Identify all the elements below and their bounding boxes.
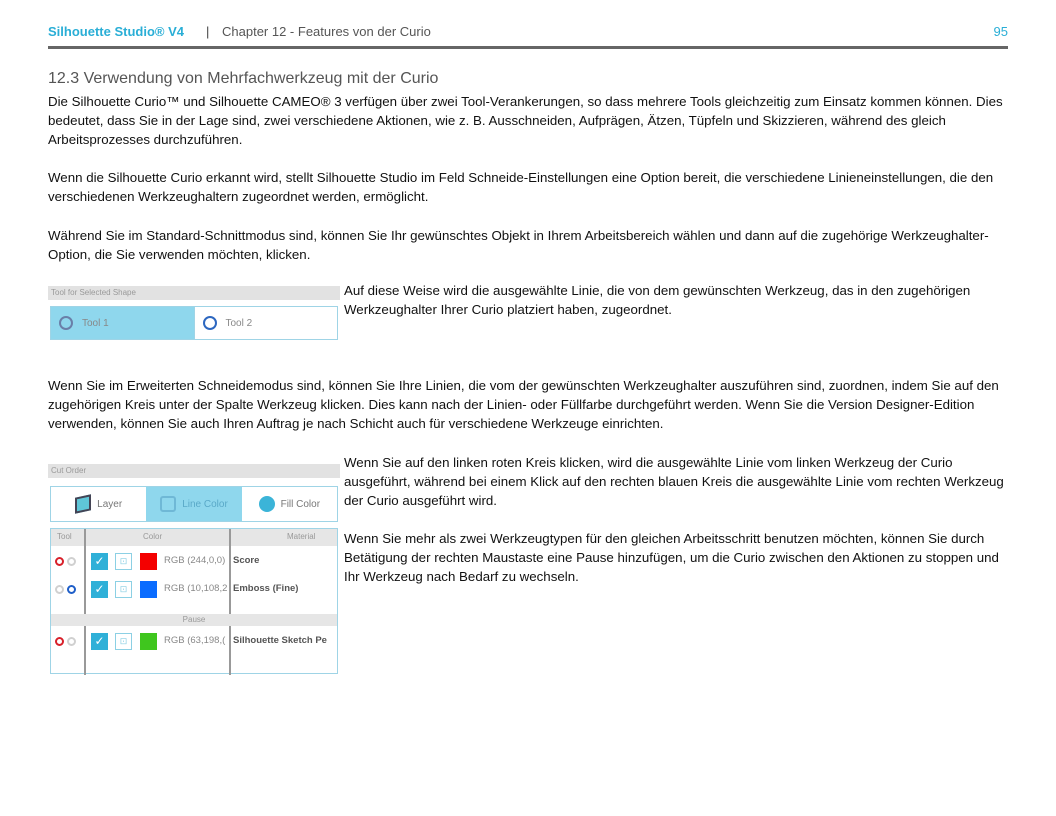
lock-icon[interactable]: ⊡	[115, 553, 132, 570]
tab-fill-color[interactable]	[242, 487, 337, 521]
tool-1-button[interactable]	[51, 307, 195, 339]
header-rule	[48, 46, 1008, 49]
right-tool-circle-icon[interactable]	[67, 637, 76, 646]
paragraph-6: Wenn Sie auf den linken roten Kreis klicken, wird die ausgewählte Linie vom linken Werkzeug der Curio ausgeführt, während bei einem Klick auf den rechten blauen Kreis die ausgewählte Linie vom rechten Werkzeug der Curio ausgeführt wird.	[344, 455, 1004, 508]
tool-2-button[interactable]	[195, 307, 338, 339]
paragraph-7: Wenn Sie mehr als zwei Werkzeugtypen für den gleichen Arbeitsschritt benutzen möchten, können Sie durch Betätigung der rechten Maustaste eine Pause hinzufügen, um die Curio zwischen den Aktionen zu stoppen und Ihr Werkzeug nach Bedarf zu wechseln.	[344, 531, 999, 584]
column-material: Material	[287, 532, 316, 541]
rgb-value: RGB (10,108,2	[164, 583, 228, 594]
left-tool-circle-icon[interactable]	[55, 637, 64, 646]
column-tool: Tool	[57, 532, 72, 541]
line-color-icon	[160, 496, 176, 512]
circle-icon	[59, 316, 73, 330]
tab-line-color[interactable]	[146, 487, 241, 521]
fill-color-icon	[259, 496, 275, 512]
table-row[interactable]	[51, 579, 337, 601]
section-title: 12.3 Verwendung von Mehrfachwerkzeug mit der Curio	[48, 70, 439, 87]
tool-label: Tool 1	[82, 317, 109, 329]
header-separator: |	[206, 24, 210, 39]
cut-order-panel	[48, 464, 340, 676]
paragraph-2: Wenn die Silhouette Curio erkannt wird, stellt Silhouette Studio im Feld Schneide-Einstellungen eine Option bereit, die verschiedene Linieneinstellungen, die den verschiedenen Werkzeughaltern zugeordnet werden, ermöglicht.	[48, 170, 994, 204]
material-value[interactable]: Emboss (Fine)	[233, 583, 299, 594]
panel-heading: Tool for Selected Shape	[48, 286, 340, 300]
color-swatch	[140, 581, 157, 598]
lock-icon[interactable]: ⊡	[115, 581, 132, 598]
color-swatch	[140, 553, 157, 570]
column-color: Color	[143, 532, 163, 541]
page-header	[48, 24, 1008, 46]
material-value[interactable]: Score	[233, 555, 260, 566]
paragraph-5: Wenn Sie im Erweiterten Schneidemodus sind, können Sie Ihre Linien, die vom der gewünschten Werkzeughalter auszuführen sind, zuordnen, indem Sie auf den zugehörigen Kreis unter der Spalte Werkzeug klicken. Dies kann nach der Linien- oder Füllfarbe durchgeführt werden. Wenn Sie die Version Designer-Edition verwenden, können Sie auch Ihren Auftrag je nach Schicht auch für verschiedene Werkzeuge einrichten.	[48, 378, 999, 431]
checkbox[interactable]: ✓	[91, 553, 108, 570]
tool-label: Tool 2	[225, 317, 253, 329]
right-tool-circle-icon[interactable]	[67, 557, 76, 566]
pause-row[interactable]: Pause	[51, 614, 337, 626]
paragraph-1: Die Silhouette Curio™ und Silhouette CAMEO® 3 verfügen über zwei Tool-Verankerungen, so dass mehrere Tools gleichzeitig zum Einsatz kommen können. Dies bedeutet, dass Sie in der Lage sind, zwei verschiedene Aktionen, wie z. B. Ausschneiden, Aufprägen, Ätzen, Tüpfeln und Skizzieren, während des gleich Arbeitsprozesses durchzuführen.	[48, 94, 1003, 147]
chapter-title: Chapter 12 - Features von der Curio	[222, 24, 431, 39]
layer-icon	[75, 494, 91, 513]
paragraph-3: Während Sie im Standard-Schnittmodus sind, können Sie Ihr gewünschtes Objekt in Ihrem Arbeitsbereich wählen und dann auf die zugehörige Werkzeughalter-Option, die Sie verwenden möchten, klicken.	[48, 228, 989, 262]
table-row[interactable]	[51, 551, 337, 573]
rgb-value: RGB (63,198,(	[164, 635, 226, 646]
panel-heading: Cut Order	[48, 464, 340, 478]
material-value[interactable]: Silhouette Sketch Pe	[233, 635, 327, 646]
table-header	[51, 529, 337, 546]
rgb-value: RGB (244,0,0)	[164, 555, 226, 566]
circle-icon	[203, 316, 217, 330]
table-row[interactable]	[51, 631, 337, 653]
right-tool-circle-icon[interactable]	[67, 585, 76, 594]
lock-icon[interactable]: ⊡	[115, 633, 132, 650]
tab-label: Fill Color	[280, 498, 321, 510]
page-number: 95	[993, 24, 1008, 39]
tab-layer[interactable]	[51, 487, 146, 521]
brand-title: Silhouette Studio® V4	[48, 24, 184, 39]
checkbox[interactable]: ✓	[91, 633, 108, 650]
checkbox[interactable]: ✓	[91, 581, 108, 598]
tab-label: Layer	[97, 498, 123, 510]
tab-label: Line Color	[182, 498, 228, 510]
left-tool-circle-icon[interactable]	[55, 557, 64, 566]
left-tool-circle-icon[interactable]	[55, 585, 64, 594]
paragraph-4: Auf diese Weise wird die ausgewählte Linie, die von dem gewünschten Werkzeug, das in den zugehörigen Werkzeughalter Ihrer Curio platziert haben, zugeordnet.	[344, 283, 971, 317]
color-swatch	[140, 633, 157, 650]
tool-for-selected-shape-panel	[48, 286, 340, 342]
cut-order-table	[50, 528, 338, 674]
